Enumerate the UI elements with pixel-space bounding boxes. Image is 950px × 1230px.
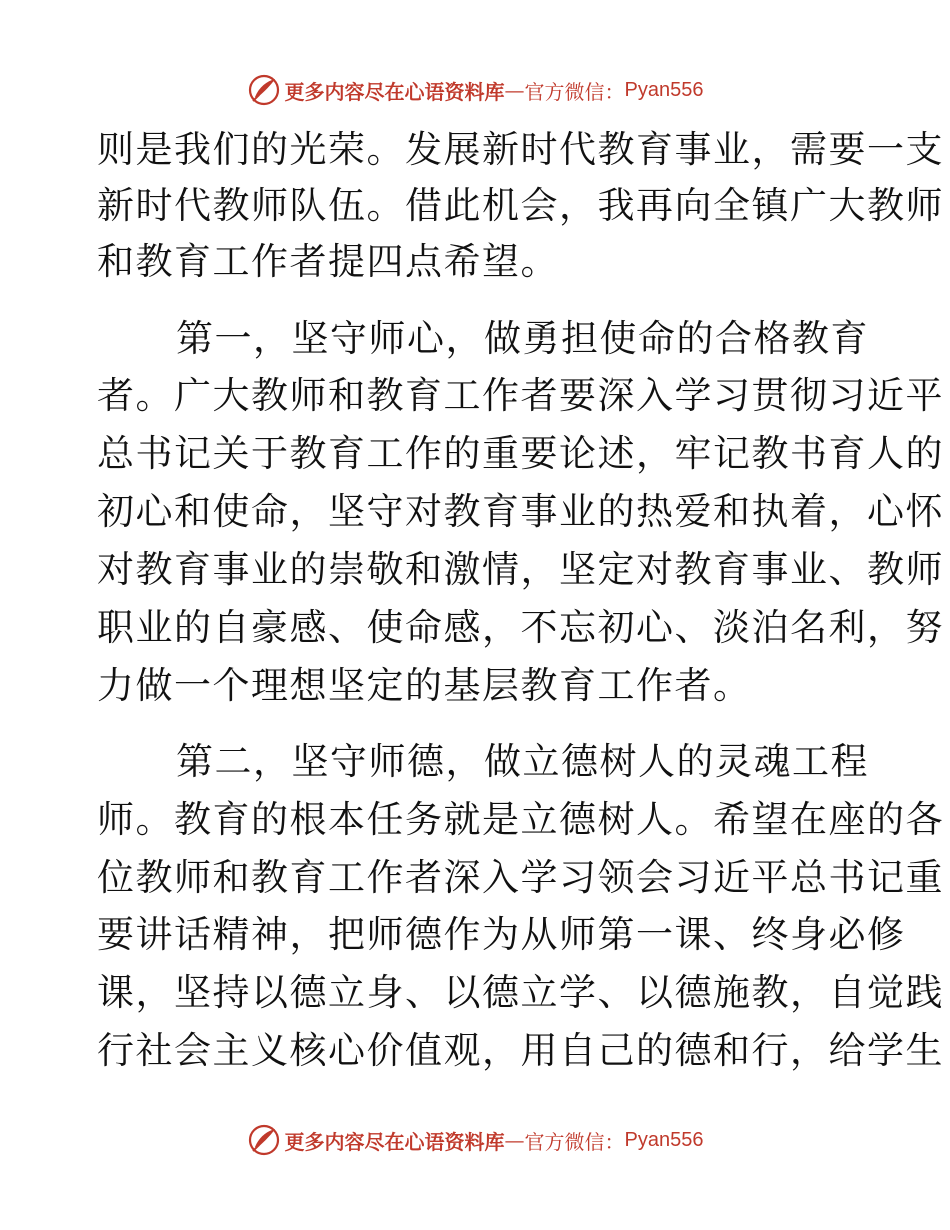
banner-wechat-label: 官方微信： (524, 1129, 625, 1154)
paragraph-first-line: 第一，坚守师心，做勇担使命的合格教育 (176, 317, 869, 360)
banner-separator: — (504, 78, 525, 102)
body-line: 行社会主义核心价值观，用自己的德和行，给学生 (97, 1029, 944, 1072)
paragraph-first-line: 第二，坚守师德，做立德树人的灵魂工程 (176, 740, 869, 783)
quill-pen-logo-icon (247, 73, 281, 107)
banner-separator: — (504, 1128, 525, 1152)
body-line: 者。广大教师和教育工作者要深入学习贯彻习近平 (97, 374, 944, 417)
body-line: 和教育工作者提四点希望。 (97, 240, 559, 283)
body-line: 新时代教师队伍。借此机会，我再向全镇广大教师 (97, 184, 944, 227)
body-line: 课，坚持以德立身、以德立学、以德施教，自觉践 (97, 971, 944, 1014)
banner-wechat-id: Pyan556 (624, 78, 704, 101)
body-line: 师。教育的根本任务就是立德树人。希望在座的各 (97, 798, 944, 841)
body-line: 位教师和教育工作者深入学习领会习近平总书记重 (97, 856, 944, 899)
banner-wechat-label: 官方微信： (524, 79, 625, 104)
body-line: 则是我们的光荣。发展新时代教育事业，需要一支 (97, 128, 944, 171)
body-line: 力做一个理想坚定的基层教育工作者。 (97, 664, 752, 707)
body-line: 初心和使命，坚守对教育事业的热爱和执着，心怀 (97, 490, 944, 533)
body-line: 总书记关于教育工作的重要论述，牢记教书育人的 (97, 432, 944, 475)
body-line: 要讲话精神，把师德作为从师第一课、终身必修 (97, 913, 906, 956)
quill-pen-logo-icon (247, 1123, 281, 1157)
banner-wechat-id: Pyan556 (624, 1128, 704, 1151)
banner-site-text: 更多内容尽在心语资料库 (284, 1129, 505, 1154)
body-line: 职业的自豪感、使命感，不忘初心、淡泊名利，努 (97, 606, 944, 649)
footer-banner (0, 1120, 950, 1160)
body-line: 对教育事业的崇敬和激情，坚定对教育事业、教师 (97, 548, 944, 591)
banner-site-text: 更多内容尽在心语资料库 (284, 79, 505, 104)
header-banner (0, 70, 950, 110)
